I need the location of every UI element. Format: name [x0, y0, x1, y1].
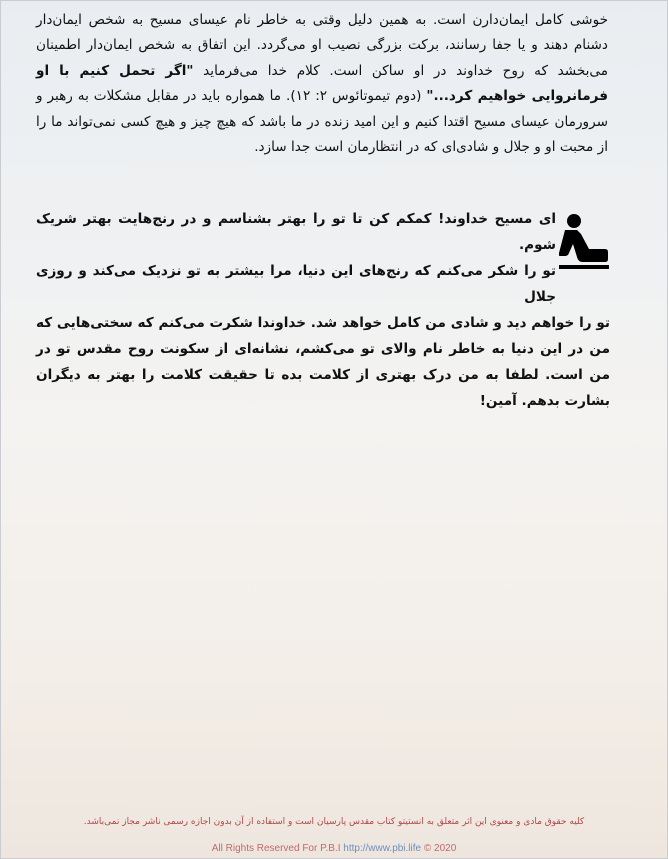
prayer-line-1: ای مسیح خداوند! کمکم کن تا تو را بهتر بشناسم و در رنج‌هایت بهتر شریک شوم. [36, 211, 556, 253]
website-link[interactable]: http://www.pbi.life [343, 843, 422, 854]
scripture-quote: "اگر تحمل کنیم با او فرمانروایی خواهیم کرد..." [36, 62, 608, 105]
prayer-block [36, 206, 610, 414]
rights-text: All Rights Reserved For P.B.I [211, 843, 344, 854]
body-paragraph [36, 8, 608, 160]
prayer-line-2: تو را شکر می‌کنم که رنج‌های این دنیا، مرا بیشتر به تو نزدیک می‌کند و روزی جلال [36, 263, 556, 305]
copyright-year: © 2020 [421, 843, 457, 854]
rights-line [0, 843, 668, 854]
paragraph-text-part1: خوشی کامل ایمان‌دارن است. به همین دلیل وقتی به خاطر نام عیسای مسیح به شخص ایمان‌دار دشنام دهند و یا جفا رسانند، برکت بزرگی نصیب او می‌گردد. این اتفاق به شخص ایمان‌دار اطمینان می‌بخشد که روح خداوند در او ساکن است. کلام خدا می‌فرماید [36, 12, 608, 79]
paragraph-text-part2: (دوم تیموتائوس ۲: ۱۲). ما همواره باید در مقابل مشکلات به رهبر و سرورمان عیسای مسیح اقتدا کنیم و این امید زنده در ما باشد که هیچ چیز و هیچ کسی نمی‌تواند ما را از محبت او و جلال و شادی‌ای که در انتظارمان است جدا سازد. [36, 88, 608, 156]
copyright-note: کلیه حقوق مادی و معنوی این اثر متعلق به انستیتو کتاب مقدس پارسیان است و استفاده از آن بدون اجازه رسمی ناشر مجاز نمی‌باشد. [83, 817, 585, 827]
prayer-text-rest: تو را خواهم دید و شادی من کامل خواهد شد. خداوندا شکرت می‌کنم که سختی‌هایی که من در این دنیا به خاطر نام والای تو می‌کشم، نشانه‌ای از سکونت روح مقدس تو در من است. لطفا به من درک بهتری از کلامت بده تا حقیقت کلامت را بهتر به دیگران بشارت بدهم. آمین! [36, 315, 610, 409]
